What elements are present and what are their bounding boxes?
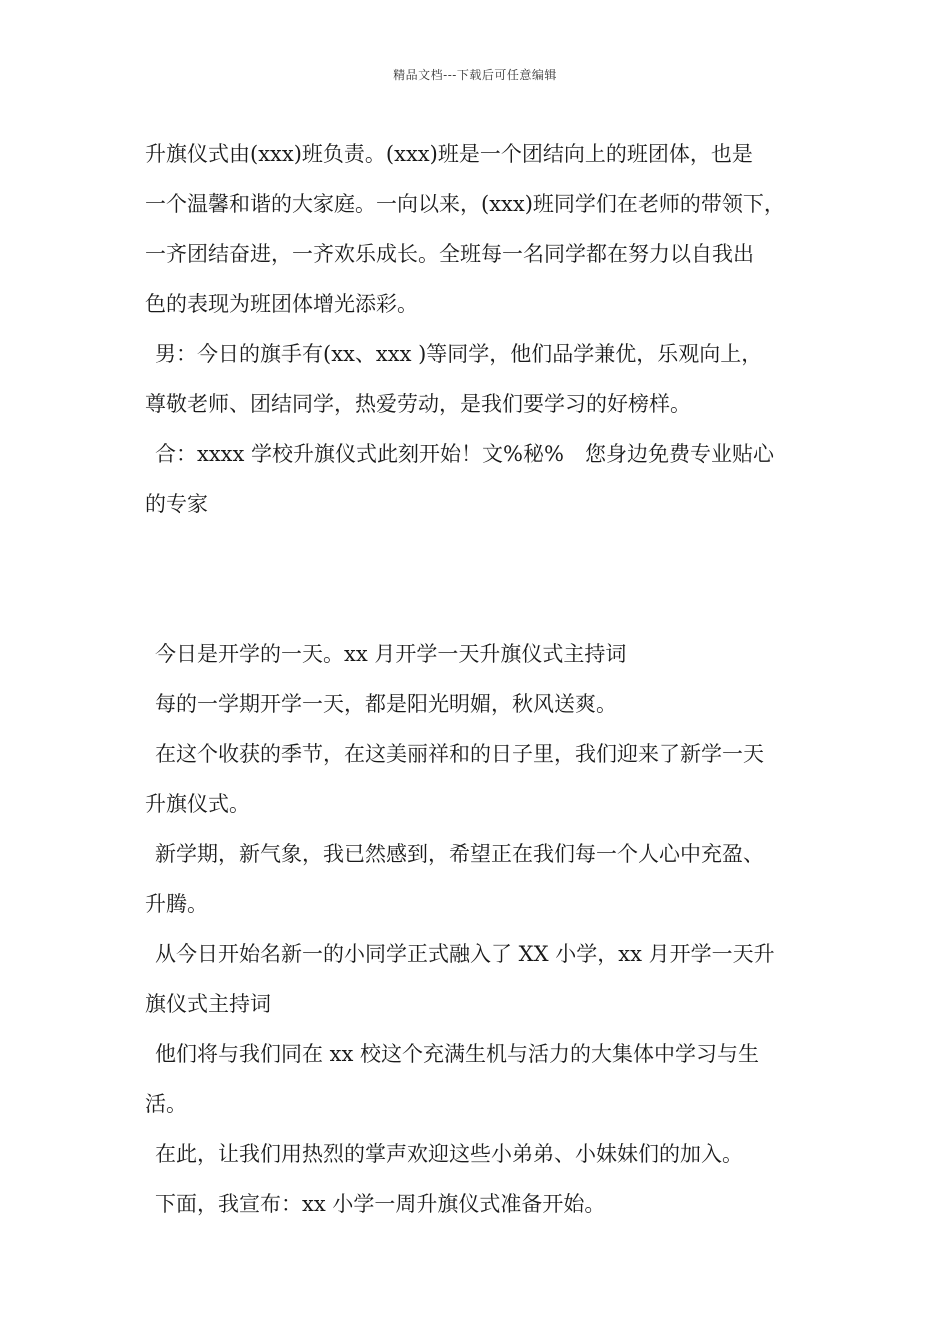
paragraph-line: 升腾。: [145, 892, 208, 916]
paragraph-line: 下面，我宣布：xx 小学一周升旗仪式准备开始。: [155, 1192, 606, 1216]
paragraph-line: 一齐团结奋进，一齐欢乐成长。全班每一名同学都在努力以自我出: [145, 242, 754, 266]
paragraph-line: 旗仪式主持词: [145, 992, 271, 1016]
paragraph-line: 色的表现为班团体增光添彩。: [145, 292, 418, 316]
paragraph-line: 新学期，新气象，我已然感到，希望正在我们每一个人心中充盈、: [155, 842, 764, 866]
page-header: 精品文档---下载后可任意编辑: [393, 68, 557, 82]
paragraph-line: 一个温馨和谐的大家庭。一向以来，(xxx)班同学们在老师的带领下，: [145, 192, 785, 216]
paragraph-line: 每的一学期开学一天，都是阳光明媚，秋风送爽。: [155, 692, 617, 716]
paragraph-line: 在这个收获的季节，在这美丽祥和的日子里，我们迎来了新学一天: [155, 742, 764, 766]
paragraph-line: 他们将与我们同在 xx 校这个充满生机与活力的大集体中学习与生: [155, 1042, 760, 1066]
section-gap: [145, 529, 835, 629]
paragraph-line: 升旗仪式由(xxx)班负责。(xxx)班是一个团结向上的班团体，也是: [145, 142, 753, 166]
paragraph-line: 在此，让我们用热烈的掌声欢迎这些小弟弟、小妹妹们的加入。: [155, 1142, 743, 1166]
paragraph-line: 合：xxxx 学校升旗仪式此刻开始！文%秘% 您身边免费专业贴心: [155, 442, 774, 466]
paragraph-line: 男：今日的旗手有(xx、xxx )等同学，他们品学兼优，乐观向上，: [155, 342, 763, 366]
paragraph-line: 今日是开学的一天。xx 月开学一天升旗仪式主持词: [155, 642, 627, 666]
paragraph-line: 升旗仪式。: [145, 792, 250, 816]
paragraph-line: 从今日开始名新一的小同学正式融入了 XX 小学，xx 月开学一天升: [155, 942, 775, 966]
document-body: [145, 129, 835, 1229]
paragraph-line: 活。: [145, 1092, 187, 1116]
paragraph-line: 的专家: [145, 492, 208, 516]
paragraph-line: 尊敬老师、团结同学，热爱劳动，是我们要学习的好榜样。: [145, 392, 691, 416]
